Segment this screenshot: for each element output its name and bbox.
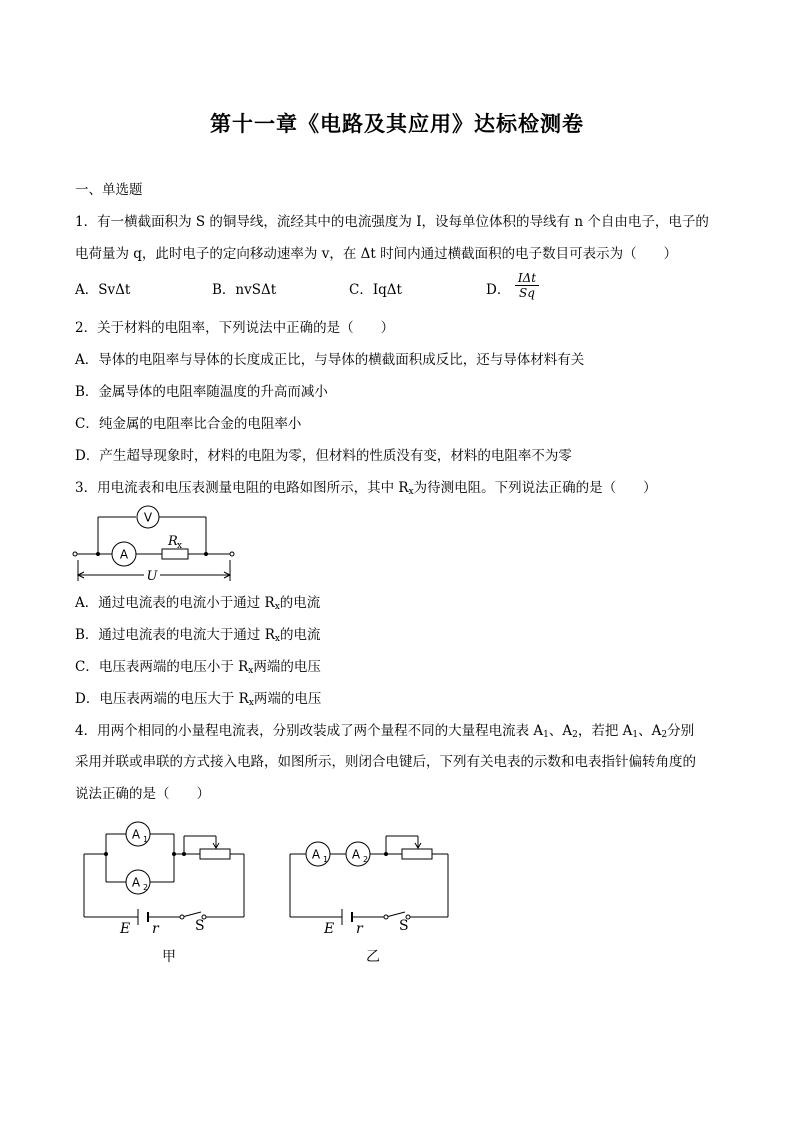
q3-stem-post: 为待测电阻。下列说法正确的是（ ）: [413, 480, 657, 496]
internal-resistance-label: r: [356, 921, 363, 937]
q4-line1-sub4: 2: [661, 730, 668, 740]
q3-option-a-sub: x: [274, 602, 280, 612]
ammeter-a1-label: A: [131, 827, 141, 842]
ammeter-a1-sub: 1: [143, 835, 149, 844]
q4-stem-line2: 采用并联或串联的方式接入电路，如图所示，则闭合电键后，下列有关电表的示数和电表指针偏转角度的: [75, 754, 696, 770]
voltage-label: U: [146, 569, 158, 584]
q4-line1-sub2: 2: [572, 730, 578, 740]
q3-option-b-post: 的电流: [279, 627, 321, 643]
fraction-denominator: Sq: [519, 286, 535, 300]
q4-circuit-jia: [78, 820, 253, 937]
internal-resistance-label: r: [152, 921, 159, 937]
q3-option-c: [75, 658, 321, 680]
q3-option-c-sub: x: [248, 666, 254, 676]
q3-circuit-diagram: [70, 505, 240, 585]
q3-stem-sub: x: [408, 487, 414, 497]
q1-option-d: D．: [486, 282, 511, 298]
q2-stem: 2．关于材料的电阻率，下列说法中正确的是（ ）: [75, 320, 395, 336]
q3-option-d: [75, 690, 321, 712]
q2-option-c: C．纯金属的电阻率比合金的电阻率小: [75, 416, 302, 432]
junction-dot: [96, 552, 100, 556]
ammeter-a2-label: A: [131, 875, 141, 890]
q3-option-b-sub: x: [274, 634, 280, 644]
q4-line1-post: 分别: [667, 723, 695, 739]
q1-option-a: A．SvΔt: [75, 282, 131, 298]
junction-dot: [384, 852, 388, 856]
resistor-subscript: x: [177, 541, 183, 551]
q3-option-a: [75, 594, 320, 616]
caption-yi: 乙: [366, 949, 380, 965]
q3-option-d-pre: D．电压表两端的电压大于 R: [75, 691, 249, 707]
q4-circuit-yi: [286, 828, 456, 937]
q4-line1-pre: 4．用两个相同的小量程电流表，分别改装成了两个量程不同的大量程电流表 A: [75, 723, 544, 739]
q4-stem-line1: [75, 722, 694, 744]
q3-option-c-pre: C．电压表两端的电压小于 R: [75, 659, 249, 675]
ammeter-a1-label: A: [311, 847, 321, 862]
q2-option-b: B．金属导体的电阻率随温度的升高而减小: [75, 384, 328, 400]
ammeter-a2-label: A: [351, 847, 361, 862]
q2-option-d: D．产生超导现象时，材料的电阻为零，但材料的性质没有变，材料的电阻率不为零: [75, 448, 572, 464]
emf-label: E: [120, 921, 131, 937]
q3-option-a-post: 的电流: [279, 595, 321, 611]
emf-label: E: [324, 921, 335, 937]
page-title: 第十一章《电路及其应用》达标检测卷: [210, 111, 584, 136]
q3-option-b: [75, 626, 320, 648]
q2-option-a: A．导体的电阻率与导体的长度成正比，与导体的横截面积成反比，还与导体材料有关: [75, 352, 585, 368]
switch-label: S: [399, 918, 409, 934]
q3-option-d-sub: x: [248, 698, 254, 708]
q3-option-a-pre: A．通过电流表的电流小于通过 R: [75, 595, 275, 611]
q4-stem-line3: 说法正确的是（ ）: [75, 786, 210, 802]
voltmeter-label: V: [143, 510, 153, 525]
q4-line1-mid3: 、A: [638, 723, 662, 739]
caption-jia: 甲: [162, 949, 176, 965]
q3-option-d-post: 两端的电压: [253, 691, 322, 707]
switch-label: S: [195, 918, 205, 934]
ammeter-label: A: [119, 547, 129, 562]
q3-option-b-pre: B．通过电流表的电流大于通过 R: [75, 627, 275, 643]
switch-terminal: [180, 915, 184, 919]
junction-dot: [204, 552, 208, 556]
q1-option-b: B．nvSΔt: [212, 282, 277, 298]
ammeter-a2-sub: 2: [143, 883, 149, 892]
q1-option-c: C．IqΔt: [349, 282, 402, 298]
q1-option-d-fraction: [515, 271, 539, 301]
q4-line1-mid2: ，若把 A: [577, 723, 633, 739]
junction-dot: [182, 852, 186, 856]
junction-dot: [172, 852, 176, 856]
q4-line1-sub3: 1: [632, 730, 639, 740]
switch-terminal: [384, 915, 388, 919]
q3-option-c-post: 两端的电压: [253, 659, 321, 675]
q1-stem-line2: 电荷量为 q，此时电子的定向移动速率为 v，在 Δt 时间内通过横截面积的电子数目可表示为（ ）: [75, 246, 678, 262]
q4-line1-mid1: 、A: [548, 723, 573, 739]
q3-stem-pre: 3．用电流表和电压表测量电阻的电路如图所示，其中 R: [75, 480, 409, 496]
ammeter-a1-sub: 1: [323, 855, 329, 864]
fraction-numerator: IΔt: [515, 271, 539, 286]
q3-stem: [75, 479, 657, 501]
resistor-label: R: [168, 534, 178, 549]
section-heading: 一、单选题: [75, 182, 143, 198]
q1-stem-line1: 1．有一横截面积为 S 的铜导线，流经其中的电流强度为 I，设每单位体积的导线有 n 个自由电子，电子的: [75, 214, 709, 230]
junction-dot: [104, 852, 108, 856]
ammeter-a2-sub: 2: [363, 855, 369, 864]
q4-line1-sub1: 1: [543, 730, 549, 740]
